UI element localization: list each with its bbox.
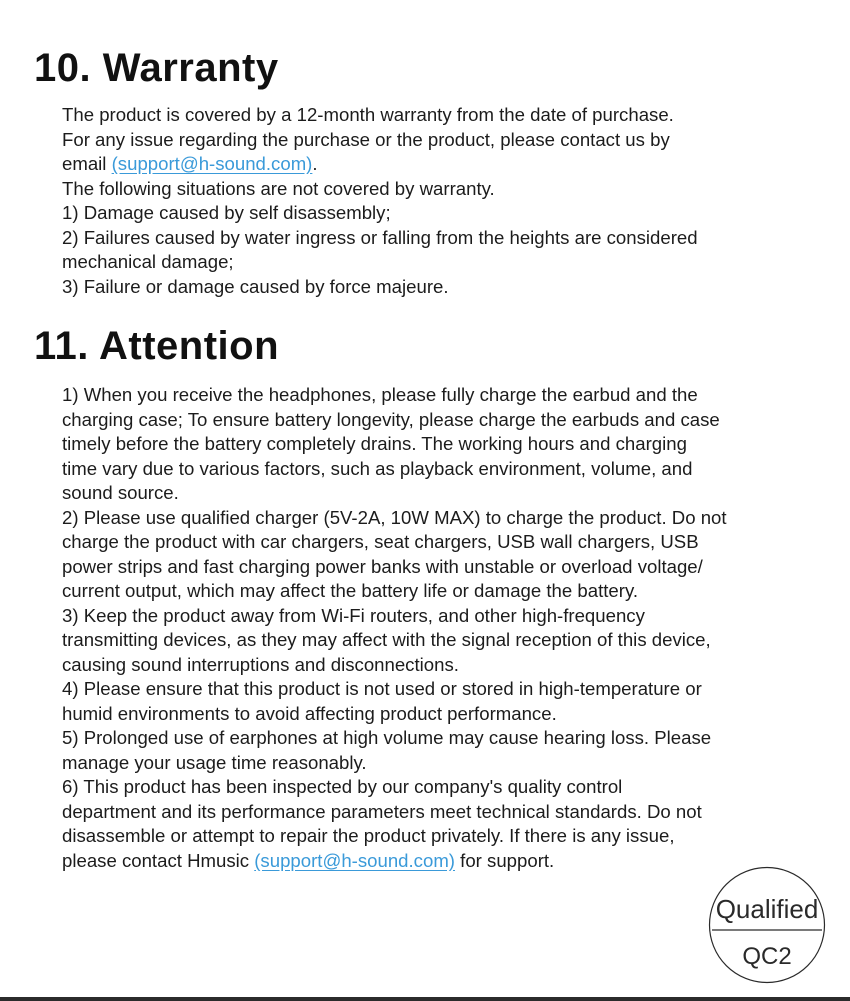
text-line: 6) This product has been inspected by our company's quality control <box>62 776 623 797</box>
text-line: 2) Failures caused by water ingress or falling from the heights are considered <box>62 226 698 248</box>
text-line: 2) Please use qualified charger (5V-2A, 10W MAX) to charge the product. Do not <box>62 506 727 528</box>
text-line: 5) Prolonged use of earphones at high volume may cause hearing loss. Please <box>62 727 712 748</box>
text-line: 3) Keep the product away from Wi-Fi routers, and other high-frequency <box>62 604 645 626</box>
text-fragment: for support. <box>455 849 555 871</box>
text-line: 1) When you receive the headphones, please fully charge the earbud and the <box>62 384 698 405</box>
text-line: charging case; To ensure battery longevity, please charge the earbuds and case <box>62 408 720 430</box>
text-line: sound source. <box>62 482 179 503</box>
text-fragment: . <box>312 153 318 174</box>
support-email-link[interactable]: (support@h-sound.com) <box>254 849 455 871</box>
text-line: timely before the battery completely drains. The working hours and charging <box>62 433 687 454</box>
text-line: humid environments to avoid affecting product performance. <box>62 702 557 724</box>
warranty-text <box>62 103 832 299</box>
text-line: department and its performance parameters meet technical standards. Do not <box>62 800 702 822</box>
text-line: charge the product with car chargers, seat chargers, USB wall chargers, USB <box>62 531 699 552</box>
text-line: 1) Damage caused by self disassembly; <box>62 202 391 223</box>
text-line: disassemble or attempt to repair the product privately. If there is any issue, <box>62 825 675 846</box>
text-line: 3) Failure or damage caused by force majeure. <box>62 275 449 297</box>
support-email-link[interactable]: (support@h-sound.com) <box>111 153 313 174</box>
text-line: mechanical damage; <box>62 251 234 272</box>
bottom-border <box>0 997 850 1001</box>
stamp-qualified-label: Qualified <box>715 894 819 924</box>
text-line: The product is covered by a 12-month warranty from the date of purchase. <box>62 104 674 125</box>
text-line: current output, which may affect the battery life or damage the battery. <box>62 580 639 601</box>
attention-text <box>62 383 832 873</box>
text-line: The following situations are not covered by warranty. <box>62 177 495 199</box>
attention-heading: 11. Attention <box>34 324 280 368</box>
text-line: For any issue regarding the purchase or the product, please contact us by <box>62 128 670 150</box>
text-line: 4) Please ensure that this product is not used or stored in high-temperature or <box>62 678 702 699</box>
text-line <box>62 152 832 177</box>
text-fragment: email <box>62 153 112 174</box>
text-fragment: please contact Hmusic <box>62 849 255 871</box>
stamp-code-label: QC2 <box>742 943 792 970</box>
text-line: transmitting devices, as they may affect with the signal reception of this device, <box>62 629 711 650</box>
text-line: time vary due to various factors, such as playback environment, volume, and <box>62 457 693 479</box>
text-line: manage your usage time reasonably. <box>62 751 367 773</box>
warranty-heading: 10. Warranty <box>34 46 279 90</box>
qc-stamp <box>708 866 826 984</box>
text-line: power strips and fast charging power banks with unstable or overload voltage/ <box>62 555 703 577</box>
text-line: causing sound interruptions and disconnections. <box>62 653 459 675</box>
